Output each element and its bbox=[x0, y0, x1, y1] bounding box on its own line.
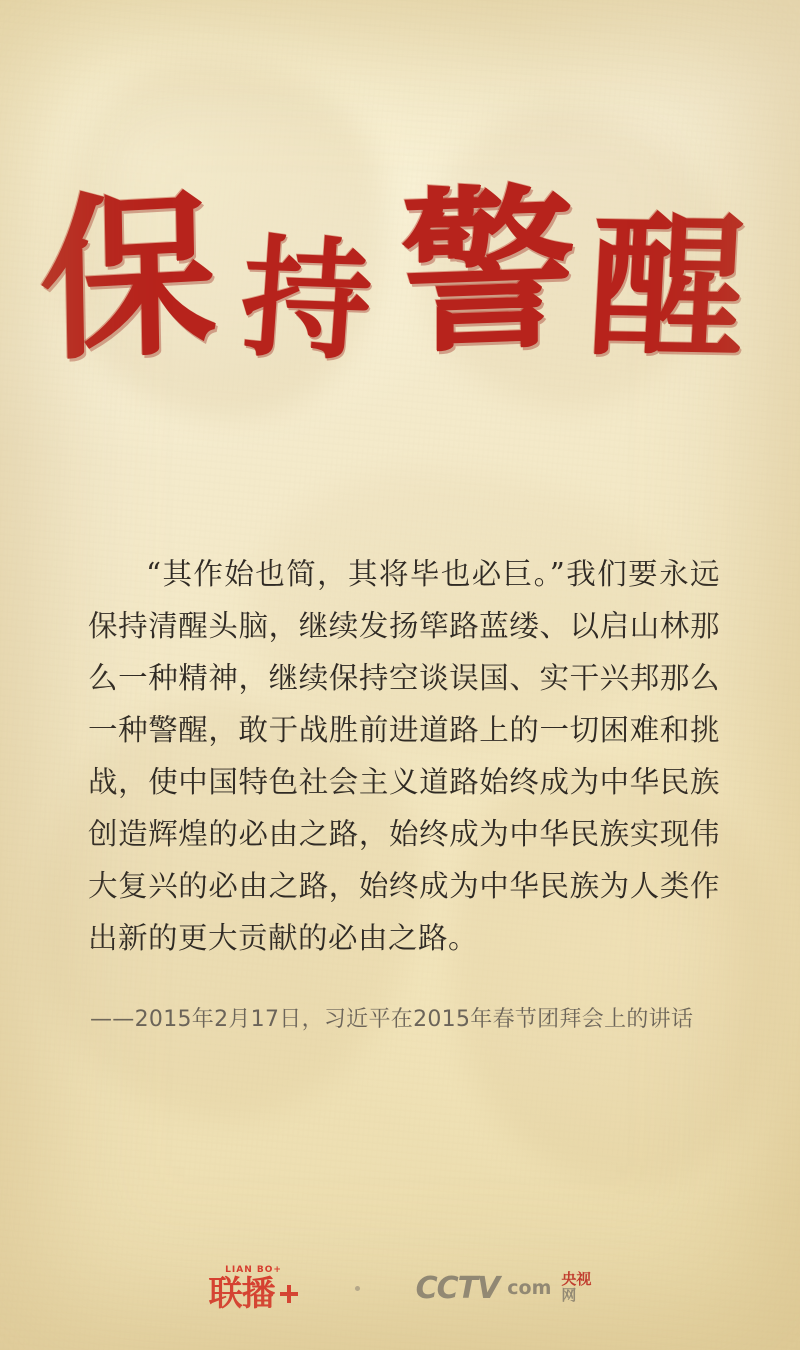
lianbo-pinyin: LIAN BO+ bbox=[225, 1264, 282, 1275]
lianbo-logo[interactable] bbox=[208, 1264, 299, 1314]
lianbo-wordmark bbox=[208, 1273, 299, 1314]
plus-icon bbox=[279, 1284, 299, 1304]
quote-attribution: ——2015年2月17日，习近平在2015年春节团拜会上的讲话 bbox=[90, 1007, 694, 1032]
headline-char: 保 bbox=[38, 169, 222, 386]
headline-char: 醒 bbox=[585, 195, 754, 381]
lianbo-name: 联播 bbox=[208, 1273, 275, 1314]
page-title bbox=[0, 164, 800, 386]
cctv-cn-name bbox=[561, 1272, 591, 1304]
footer-divider bbox=[355, 1286, 360, 1291]
footer-logos bbox=[0, 1256, 800, 1320]
cctv-cn-line2: 网 bbox=[561, 1286, 577, 1304]
cctv-wordmark: CCTV bbox=[415, 1270, 500, 1306]
cctv-cn-line1: 央视 bbox=[561, 1270, 592, 1289]
headline-char: 警 bbox=[399, 164, 581, 379]
quote-body bbox=[88, 548, 720, 964]
cctv-domain-suffix: com bbox=[507, 1277, 552, 1299]
headline-char: 持 bbox=[236, 220, 381, 379]
quote-text: “其作始也简，其将毕也必巨。”我们要永远保持清醒头脑，继续发扬筚路蓝缕、以启山林那么一种精神，继续保持空谈误国、实干兴邦那么一种警醒，敢于战胜前进道路上的一切困难和挑战，使中国特色社会主义道路始终成为中华民族创造辉煌的必由之路，始终成为中华民族实现伟大复兴的必由之路，始终成为中华民族为人类作出新的更大贡献的必由之路。 bbox=[88, 557, 720, 955]
cctv-logo[interactable] bbox=[416, 1271, 592, 1306]
